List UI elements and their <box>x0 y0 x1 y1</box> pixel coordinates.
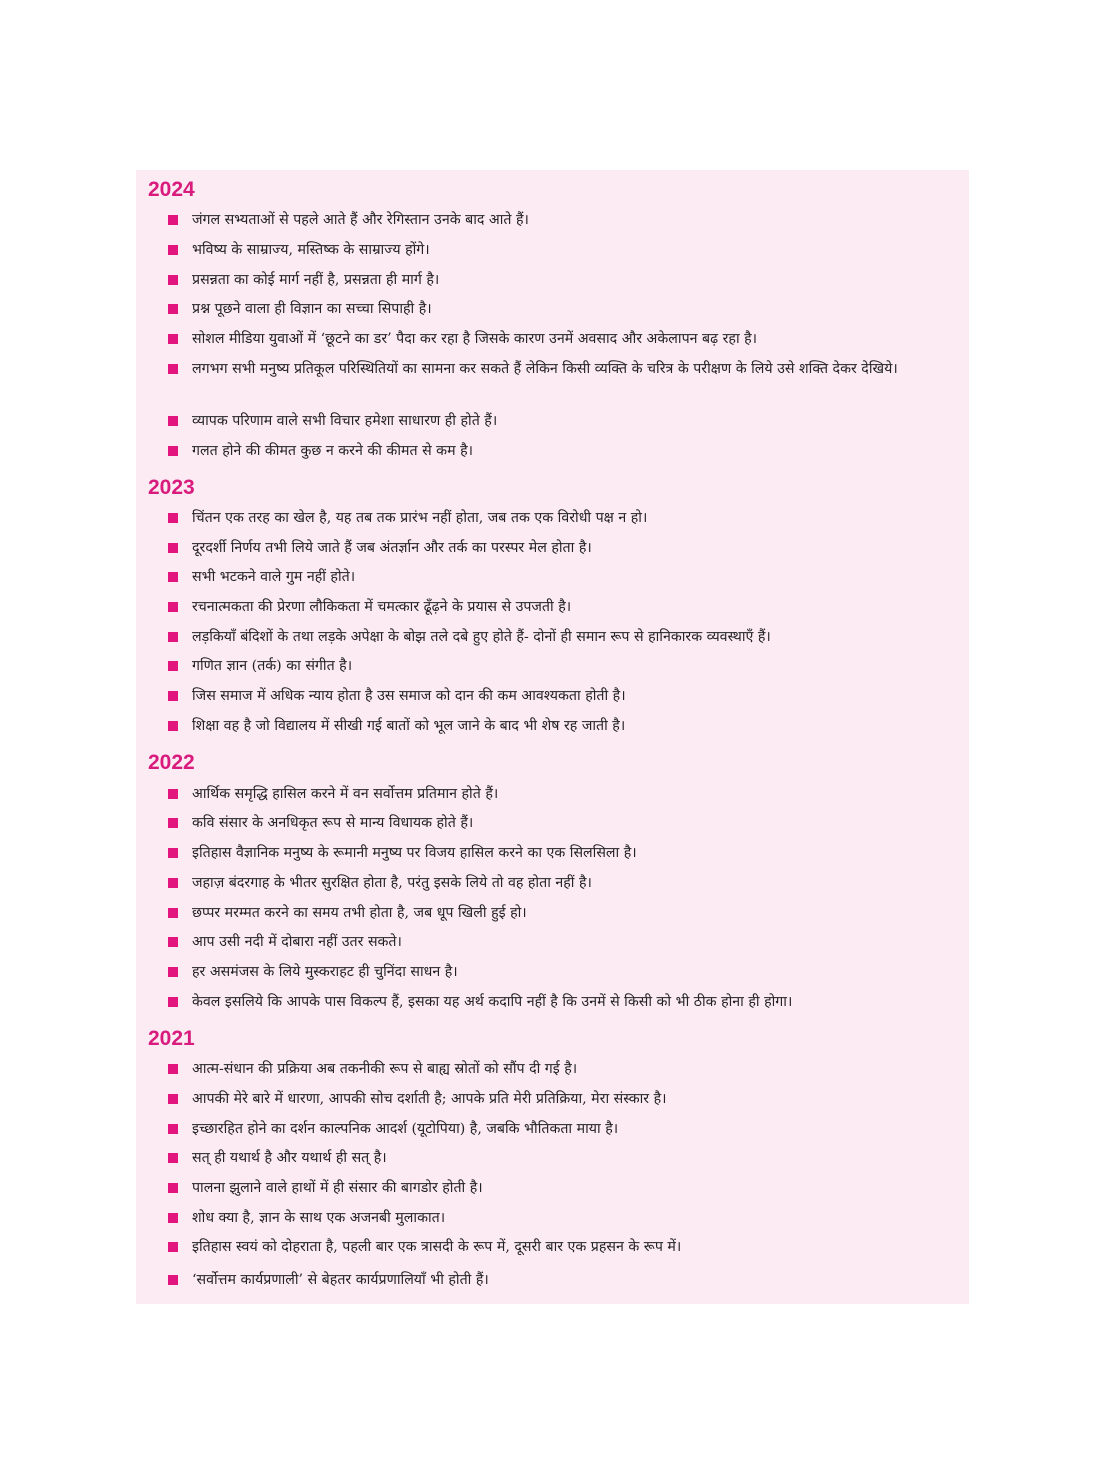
year-heading: 2024 <box>148 178 195 201</box>
square-bullet-icon <box>168 513 178 523</box>
essay-topics-panel <box>136 170 969 1304</box>
list-item: गणित ज्ञान (तर्क) का संगीत है। <box>168 655 963 677</box>
list-item: जंगल सभ्यताओं से पहले आते हैं और रेगिस्तान उनके बाद आते हैं। <box>168 209 963 231</box>
square-bullet-icon <box>168 997 178 1007</box>
square-bullet-icon <box>168 1124 178 1134</box>
square-bullet-icon <box>168 937 178 947</box>
list-item: गलत होने की कीमत कुछ न करने की कीमत से कम है। <box>168 440 963 462</box>
square-bullet-icon <box>168 661 178 671</box>
list-item: रचनात्मकता की प्रेरणा लौकिकता में चमत्कार ढूँढ़ने के प्रयास से उपजती है। <box>168 596 963 618</box>
square-bullet-icon <box>168 721 178 731</box>
list-item: सोशल मीडिया युवाओं में ‘छूटने का डर’ पैदा कर रहा है जिसके कारण उनमें अवसाद और अकेलापन बढ़ रहा है। <box>168 328 963 350</box>
list-item: इतिहास स्वयं को दोहराता है, पहली बार एक त्रासदी के रूप में, दूसरी बार एक प्रहसन के रूप में। <box>168 1236 963 1258</box>
square-bullet-icon <box>168 245 178 255</box>
square-bullet-icon <box>168 334 178 344</box>
square-bullet-icon <box>168 878 178 888</box>
list-item: पालना झुलाने वाले हाथों में ही संसार की बागडोर होती है। <box>168 1177 963 1199</box>
square-bullet-icon <box>168 691 178 701</box>
list-item: आप उसी नदी में दोबारा नहीं उतर सकते। <box>168 931 963 953</box>
square-bullet-icon <box>168 818 178 828</box>
square-bullet-icon <box>168 1275 178 1285</box>
list-item: जिस समाज में अधिक न्याय होता है उस समाज को दान की कम आवश्यकता होती है। <box>168 685 963 707</box>
square-bullet-icon <box>168 304 178 314</box>
year-heading: 2022 <box>148 751 195 774</box>
square-bullet-icon <box>168 1242 178 1252</box>
square-bullet-icon <box>168 1094 178 1104</box>
list-item: छप्पर मरम्मत करने का समय तभी होता है, जब धूप खिली हुई हो। <box>168 902 963 924</box>
square-bullet-icon <box>168 632 178 642</box>
list-item: प्रश्न पूछने वाला ही विज्ञान का सच्चा सिपाही है। <box>168 298 963 320</box>
list-item: शिक्षा वह है जो विद्यालय में सीखी गई बातों को भूल जाने के बाद भी शेष रह जाती है। <box>168 715 963 737</box>
square-bullet-icon <box>168 848 178 858</box>
square-bullet-icon <box>168 446 178 456</box>
list-item: आत्म-संधान की प्रक्रिया अब तकनीकी रूप से बाह्य स्रोतों को सौंप दी गई है। <box>168 1058 963 1080</box>
square-bullet-icon <box>168 364 178 374</box>
square-bullet-icon <box>168 1183 178 1193</box>
list-item: हर असमंजस के लिये मुस्कराहट ही चुनिंदा साधन है। <box>168 961 963 983</box>
list-item: प्रसन्नता का कोई मार्ग नहीं है, प्रसन्नता ही मार्ग है। <box>168 269 963 291</box>
list-item: दूरदर्शी निर्णय तभी लिये जाते हैं जब अंतर्ज्ञान और तर्क का परस्पर मेल होता है। <box>168 537 963 559</box>
list-item: भविष्य के साम्राज्य, मस्तिष्क के साम्राज्य होंगे। <box>168 239 963 261</box>
list-item: जहाज़ बंदरगाह के भीतर सुरक्षित होता है, परंतु इसके लिये तो वह होता नहीं है। <box>168 872 963 894</box>
square-bullet-icon <box>168 967 178 977</box>
square-bullet-icon <box>168 602 178 612</box>
square-bullet-icon <box>168 789 178 799</box>
list-item: ‘सर्वोत्तम कार्यप्रणाली’ से बेहतर कार्यप्रणालियाँ भी होती हैं। <box>168 1269 963 1291</box>
list-item: आपकी मेरे बारे में धारणा, आपकी सोच दर्शाती है; आपके प्रति मेरी प्रतिक्रिया, मेरा संस्कार है। <box>168 1088 963 1110</box>
square-bullet-icon <box>168 215 178 225</box>
square-bullet-icon <box>168 275 178 285</box>
year-heading: 2023 <box>148 476 195 499</box>
list-item: सत् ही यथार्थ है और यथार्थ ही सत् है। <box>168 1147 963 1169</box>
list-item: इच्छारहित होने का दर्शन काल्पनिक आदर्श (यूटोपिया) है, जबकि भौतिकता माया है। <box>168 1118 963 1140</box>
square-bullet-icon <box>168 572 178 582</box>
list-item: शोध क्या है, ज्ञान के साथ एक अजनबी मुलाकात। <box>168 1207 963 1229</box>
list-item: सभी भटकने वाले गुम नहीं होते। <box>168 566 963 588</box>
list-item: कवि संसार के अनधिकृत रूप से मान्य विधायक होते हैं। <box>168 812 963 834</box>
list-item: व्यापक परिणाम वाले सभी विचार हमेशा साधारण ही होते हैं। <box>168 410 963 432</box>
square-bullet-icon <box>168 416 178 426</box>
list-item: लड़कियाँ बंदिशों के तथा लड़के अपेक्षा के बोझ तले दबे हुए होते हैं- दोनों ही समान रूप से हानिकारक व्यवस्थाएँ हैं। <box>168 626 963 648</box>
list-item: लगभग सभी मनुष्य प्रतिकूल परिस्थितियों का सामना कर सकते हैं लेकिन किसी व्यक्ति के चरित्र के परीक्षण के लिये उसे शक्ति देकर देखिये। <box>168 358 963 380</box>
square-bullet-icon <box>168 543 178 553</box>
square-bullet-icon <box>168 1153 178 1163</box>
square-bullet-icon <box>168 1213 178 1223</box>
list-item: इतिहास वैज्ञानिक मनुष्य के रूमानी मनुष्य पर विजय हासिल करने का एक सिलसिला है। <box>168 842 963 864</box>
list-item: चिंतन एक तरह का खेल है, यह तब तक प्रारंभ नहीं होता, जब तक एक विरोधी पक्ष न हो। <box>168 507 963 529</box>
square-bullet-icon <box>168 908 178 918</box>
list-item: केवल इसलिये कि आपके पास विकल्प हैं, इसका यह अर्थ कदापि नहीं है कि उनमें से किसी को भी ठीक होना ही होगा। <box>168 991 963 1013</box>
square-bullet-icon <box>168 1064 178 1074</box>
list-item: आर्थिक समृद्धि हासिल करने में वन सर्वोत्तम प्रतिमान होते हैं। <box>168 783 963 805</box>
year-heading: 2021 <box>148 1027 195 1050</box>
